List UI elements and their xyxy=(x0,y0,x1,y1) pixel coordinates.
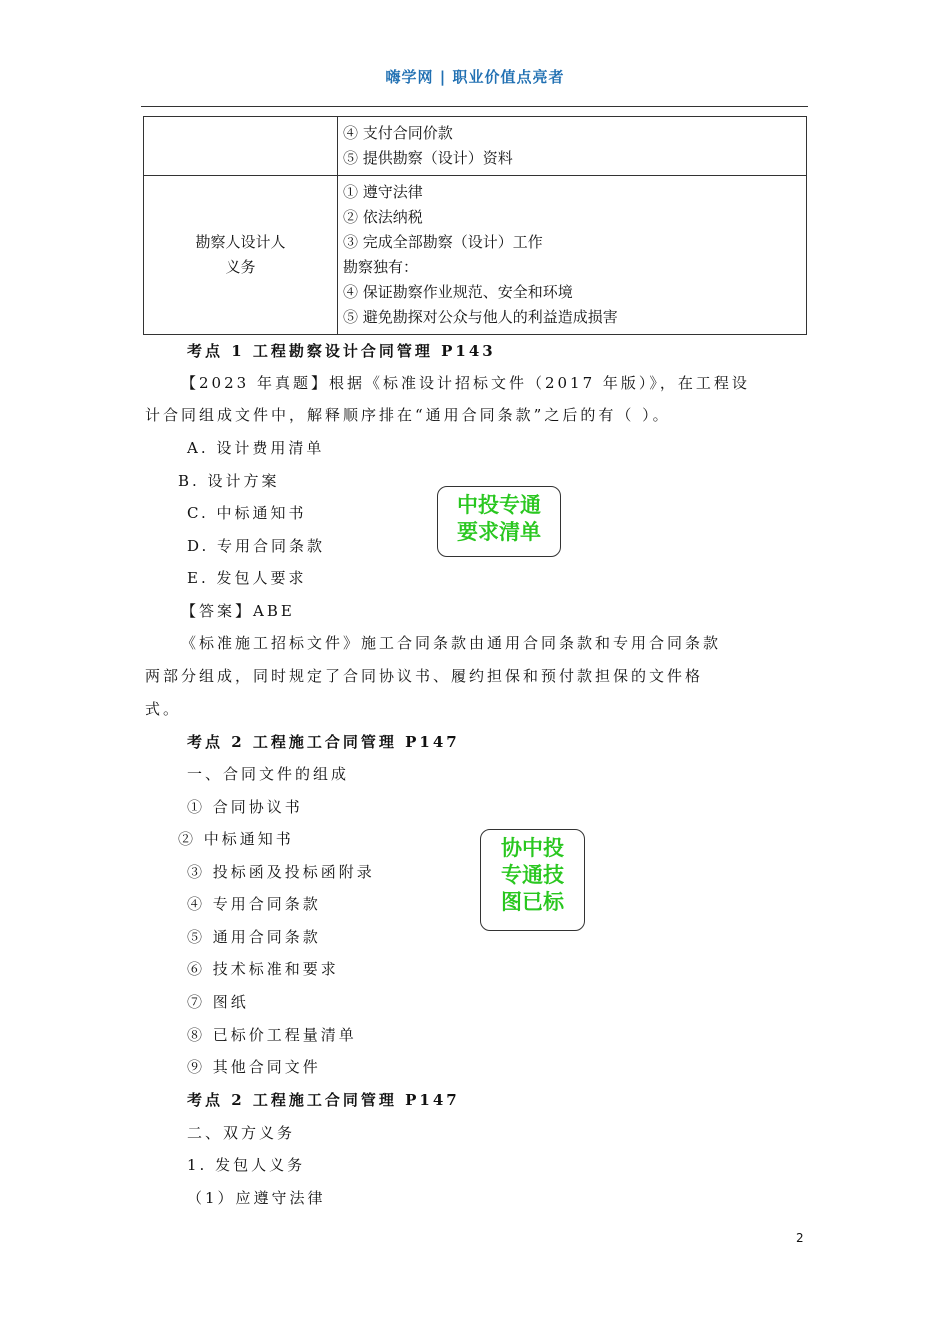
row-label xyxy=(144,117,338,176)
list-item: ② 依法纳税 xyxy=(343,208,423,226)
list-item: ④ 保证勘察作业规范、安全和环境 xyxy=(343,283,573,301)
note-line: 专通技 xyxy=(501,863,564,887)
list-item: （1）应遵守法律 xyxy=(187,1189,326,1207)
list-item: ③ 投标函及投标函附录 xyxy=(187,863,375,881)
list-item: ⑧ 已标价工程量清单 xyxy=(187,1026,357,1044)
sub-heading: 一、合同文件的组成 xyxy=(187,765,350,783)
option-a: A. 设计费用清单 xyxy=(187,439,325,457)
page-number: 2 xyxy=(796,1231,804,1245)
option-d: D. 专用合同条款 xyxy=(187,537,326,555)
list-item: ① 合同协议书 xyxy=(187,798,303,816)
row-content xyxy=(338,117,807,176)
list-item: 勘察独有： xyxy=(343,258,419,276)
list-item: ③ 完成全部勘察（设计）工作 xyxy=(343,233,543,251)
row-label-line: 勘察人设计人 xyxy=(195,233,286,251)
row-label-line: 义务 xyxy=(225,258,256,276)
section-heading: 考点 2 工程施工合同管理 P147 xyxy=(187,733,460,751)
explanation-text: 两部分组成，同时规定了合同协议书、履约担保和预付款担保的文件格 xyxy=(145,667,704,685)
row-content xyxy=(338,176,807,335)
option-b: B. 设计方案 xyxy=(178,472,280,490)
note-line: 中投专通 xyxy=(457,493,541,517)
obligations-table xyxy=(143,116,807,335)
header-divider xyxy=(141,106,808,107)
option-c: C. 中标通知书 xyxy=(187,504,307,522)
mnemonic-note xyxy=(480,829,585,931)
sub-heading: 二、双方义务 xyxy=(187,1124,296,1142)
list-item: ⑤ 通用合同条款 xyxy=(187,928,321,946)
table-row xyxy=(144,176,807,335)
row-label xyxy=(144,176,338,335)
question-text: 【2023 年真题】根据《标准设计招标文件（2017 年版）》，在工程设 xyxy=(181,374,750,392)
note-line: 图已标 xyxy=(501,890,564,914)
list-item: ① 遵守法律 xyxy=(343,183,423,201)
page-header: 嗨学网 | 职业价值点亮者 xyxy=(385,68,565,86)
list-item: ④ 支付合同价款 xyxy=(343,124,453,142)
table-row xyxy=(144,117,807,176)
note-line: 协中投 xyxy=(501,836,564,860)
list-item: ⑨ 其他合同文件 xyxy=(187,1058,321,1076)
section-heading: 考点 2 工程施工合同管理 P147 xyxy=(187,1091,460,1109)
answer-text: 【答案】ABE xyxy=(181,602,295,620)
list-item: ④ 专用合同条款 xyxy=(187,895,321,913)
section-heading: 考点 1 工程勘察设计合同管理 P143 xyxy=(187,342,496,360)
explanation-text: 《标准施工招标文件》施工合同条款由通用合同条款和专用合同条款 xyxy=(181,634,722,652)
list-item: ⑥ 技术标准和要求 xyxy=(187,960,339,978)
mnemonic-note xyxy=(437,486,561,557)
option-e: E. 发包人要求 xyxy=(187,569,307,587)
list-item: ② 中标通知书 xyxy=(178,830,294,848)
sub-heading: 1. 发包人义务 xyxy=(187,1156,306,1174)
list-item: ⑤ 提供勘察（设计）资料 xyxy=(343,149,513,167)
question-text: 计合同组成文件中，解释顺序排在“通用合同条款”之后的有（ ）。 xyxy=(145,406,671,424)
note-line: 要求清单 xyxy=(457,520,541,544)
list-item: ⑦ 图纸 xyxy=(187,993,249,1011)
list-item: ⑤ 避免勘探对公众与他人的利益造成损害 xyxy=(343,308,618,326)
explanation-text: 式。 xyxy=(145,700,182,718)
